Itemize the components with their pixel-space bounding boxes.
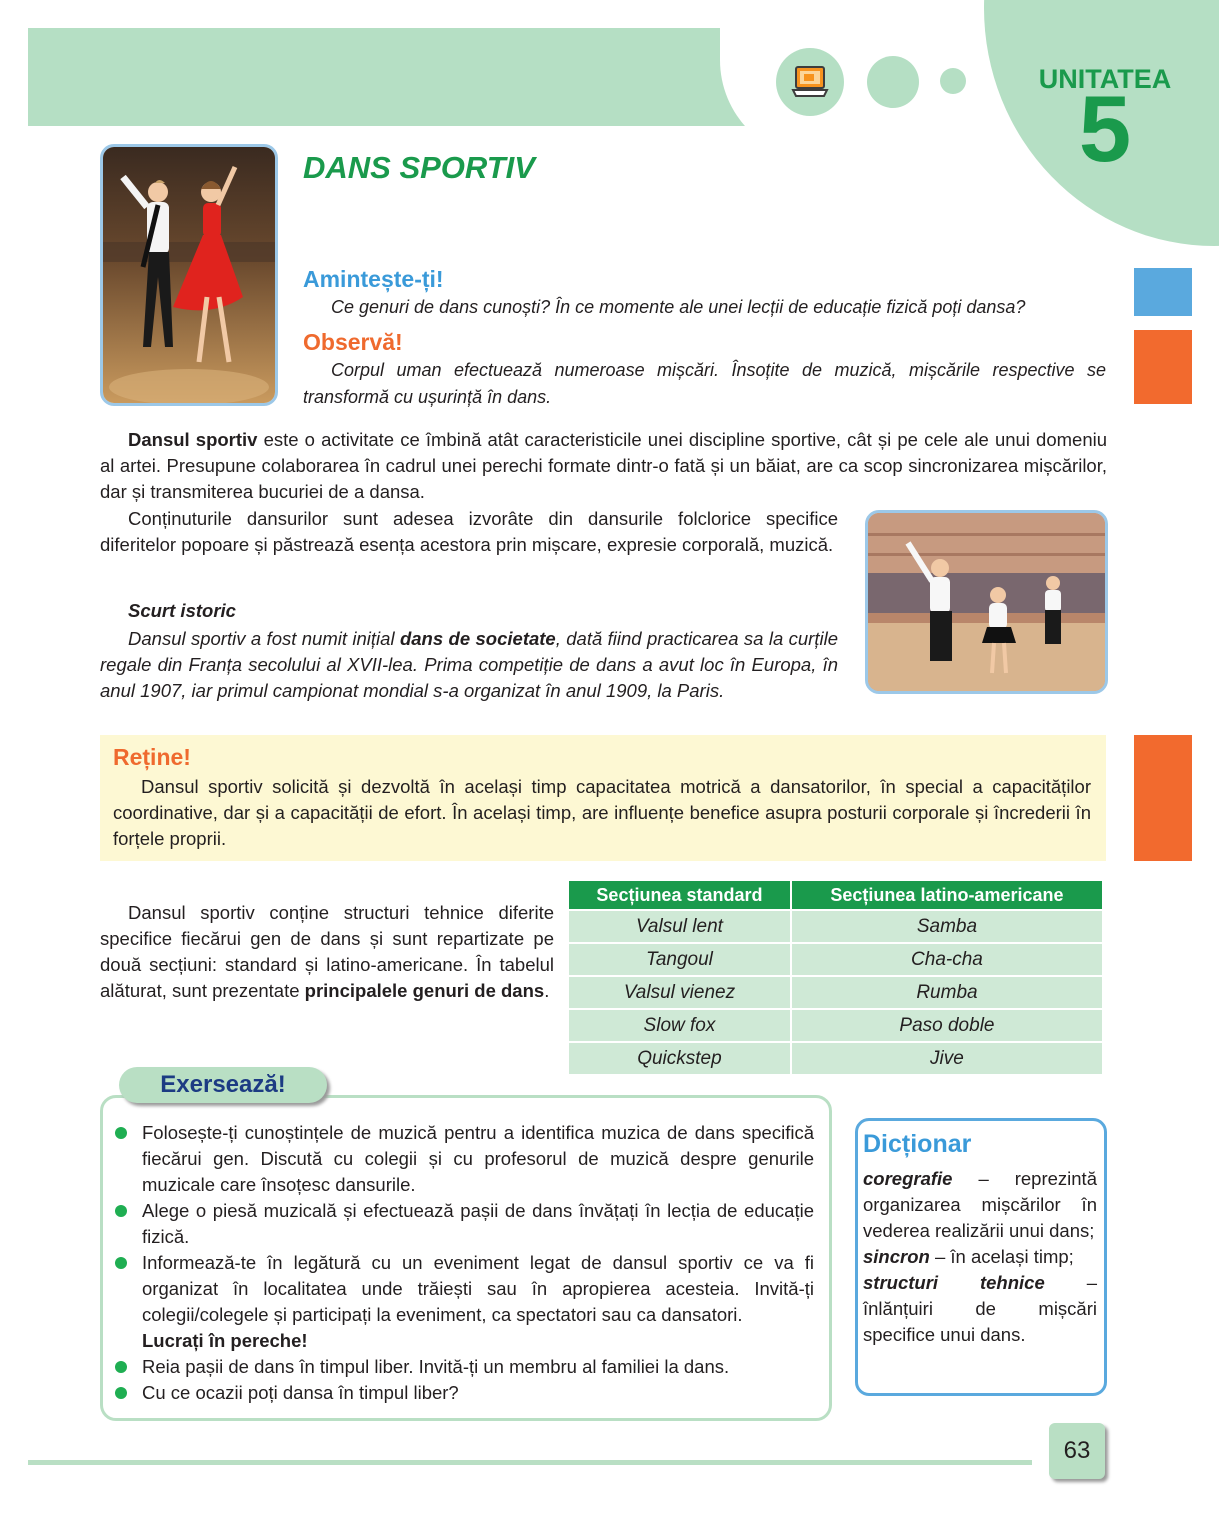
sections-paragraph xyxy=(100,900,554,1004)
header-band xyxy=(28,28,768,126)
dance-genres-table xyxy=(567,879,1104,1076)
bullet-icon xyxy=(115,1127,127,1139)
content-paragraph: Conținuturile dansurilor sunt adesea izvorâte din dansurile folclorice specifice diferitelor popoare și păstrează esența acestora prin mișcare, expresie corporală, muzică. xyxy=(100,508,838,555)
list-item-text: Reia pașii de dans în timpul liber. Invită-ți un membru al familiei la dans. xyxy=(142,1356,730,1377)
table-row xyxy=(569,944,1102,975)
list-item xyxy=(112,1120,814,1198)
list-item xyxy=(112,1250,814,1354)
definition-coregrafie: – reprezintă organizarea mișcărilor în vederea realizării unui dans; xyxy=(863,1168,1097,1241)
table-cell: Valsul lent xyxy=(569,911,790,942)
table-cell: Rumba xyxy=(792,977,1102,1008)
history-heading: Scurt istoric xyxy=(128,600,236,621)
table-header-standard: Secțiunea standard xyxy=(569,881,790,909)
retine-heading: Reține! xyxy=(113,744,191,770)
list-item xyxy=(112,1354,814,1380)
term-structuri-tehnice: structuri tehnice xyxy=(863,1272,1045,1293)
unit-number: 5 xyxy=(1078,76,1132,181)
history-text xyxy=(100,626,838,704)
laptop-icon xyxy=(791,63,829,101)
definition-sincron: – în același timp; xyxy=(929,1246,1074,1267)
exercise-list xyxy=(112,1120,814,1406)
table-header-latin: Secțiunea latino-americane xyxy=(792,881,1102,909)
table-cell: Samba xyxy=(792,911,1102,942)
table-cell: Jive xyxy=(792,1043,1102,1074)
decor-dot-large xyxy=(867,56,919,108)
bullet-icon xyxy=(115,1387,127,1399)
bullet-icon xyxy=(115,1257,127,1269)
pair-work-note: Lucrați în pereche! xyxy=(142,1330,308,1351)
bullet-icon xyxy=(115,1361,127,1373)
sections-text-b: . xyxy=(544,980,550,1001)
sections-bold: principalele genuri de dans xyxy=(304,980,545,1001)
list-item-text: Alege o piesă muzicală și efectuează pașii de dans învățați în lecția de educație fizică. xyxy=(142,1200,814,1247)
table-row xyxy=(569,977,1102,1008)
table-row xyxy=(569,1010,1102,1041)
table-cell: Paso doble xyxy=(792,1010,1102,1041)
table-cell: Tangoul xyxy=(569,944,790,975)
exercise-tag: Exersează! xyxy=(119,1067,327,1103)
unit-label: UNITATEA xyxy=(1038,64,1172,94)
intro-bold: Dansul sportiv xyxy=(128,429,258,450)
history-text-b: , dată fiind practicarea sa la curțile regale din Franța secolului al XVII-lea. Prima competiție de dans a avut loc în Europa, în anul 1907, iar primul campionat mondial s-a organizat în anul 1909, la Paris. xyxy=(100,628,838,701)
page-number: 63 xyxy=(1049,1423,1105,1479)
remember-text: Ce genuri de dans cunoști? În ce momente ale unei lecții de educație fizică poți dansa? xyxy=(331,297,1026,317)
intro-paragraph xyxy=(100,427,1107,505)
list-item xyxy=(112,1380,814,1406)
table-cell: Slow fox xyxy=(569,1010,790,1041)
table-row xyxy=(569,911,1102,942)
table-row xyxy=(569,1043,1102,1074)
page-title: DANS SPORTIV xyxy=(303,150,535,185)
bullet-icon xyxy=(115,1205,127,1217)
retine-text: Dansul sportiv solicită și dezvoltă în același timp capacitatea motrică a dansatorilor, în special a capacităților coordinative, dar și a capacității de efort. În același timp, are influențe benefice asupra posturii corporale și încrederii în forțele proprii. xyxy=(113,776,1091,849)
side-tab-orange-lower xyxy=(1134,735,1192,861)
list-item xyxy=(112,1198,814,1250)
term-coregrafie: coregrafie xyxy=(863,1168,953,1189)
dictionary-text xyxy=(863,1166,1097,1348)
table-cell: Quickstep xyxy=(569,1043,790,1074)
history-bold: dans de societate xyxy=(399,628,556,649)
table-cell: Cha-cha xyxy=(792,944,1102,975)
list-item-text: Informează-te în legătură cu un eveniment legat de dansul sportiv ce va fi organizat în localitatea unde trăiești sau în apropierea acesteia. Invită-ți colegii/colegele și participați la eveniment, ca spectatori sau ca dansatori. xyxy=(142,1252,814,1325)
list-item-text: Cu ce ocazii poți dansa în timpul liber? xyxy=(142,1382,459,1403)
sections-text-a: Dansul sportiv conține structuri tehnice diferite specifice fiecărui gen de dans și sunt repartizate pe două secțiuni: standard și latino-americane. În tabelul alăturat, sunt prezentate xyxy=(100,902,554,1001)
decor-dot-small xyxy=(940,68,966,94)
dictionary-heading: Dicționar xyxy=(863,1130,972,1158)
intro-rest: este o activitate ce îmbină atât caracteristicile unei discipline sportive, cât și pe cele ale unui domeniu al artei. Presupune colaborarea în cadrul unei perechi formate dintr-o fată și un băiat, are ca scop sincronizarea mișcărilor, dar și transmiterea bucuriei de a dansa. xyxy=(100,429,1108,502)
children-dancing-photo xyxy=(865,510,1108,694)
observe-heading: Observă! xyxy=(303,329,403,355)
remember-heading: Amintește-ți! xyxy=(303,266,444,292)
side-tab-orange xyxy=(1134,330,1192,404)
term-sincron: sincron xyxy=(863,1246,930,1267)
table-cell: Valsul vienez xyxy=(569,977,790,1008)
definition-structuri-tehnice: – înlănțuiri de mișcări specifice unui dans. xyxy=(863,1272,1097,1345)
list-item-text: Folosește-ți cunoștințele de muzică pentru a identifica muzica de dans specifică fiecărui gen. Discută cu colegii și cu profesorul de muzică despre genurile muzicale care însoțesc dansurile. xyxy=(142,1122,814,1195)
footer-line xyxy=(28,1460,1032,1465)
history-text-a: Dansul sportiv a fost numit inițial xyxy=(128,628,400,649)
side-tab-blue xyxy=(1134,268,1192,316)
dancing-couple-photo xyxy=(100,144,278,406)
observe-text: Corpul uman efectuează numeroase mișcări. Însoțite de muzică, mișcările respective se transformă cu ușurință în dans. xyxy=(303,360,1106,407)
